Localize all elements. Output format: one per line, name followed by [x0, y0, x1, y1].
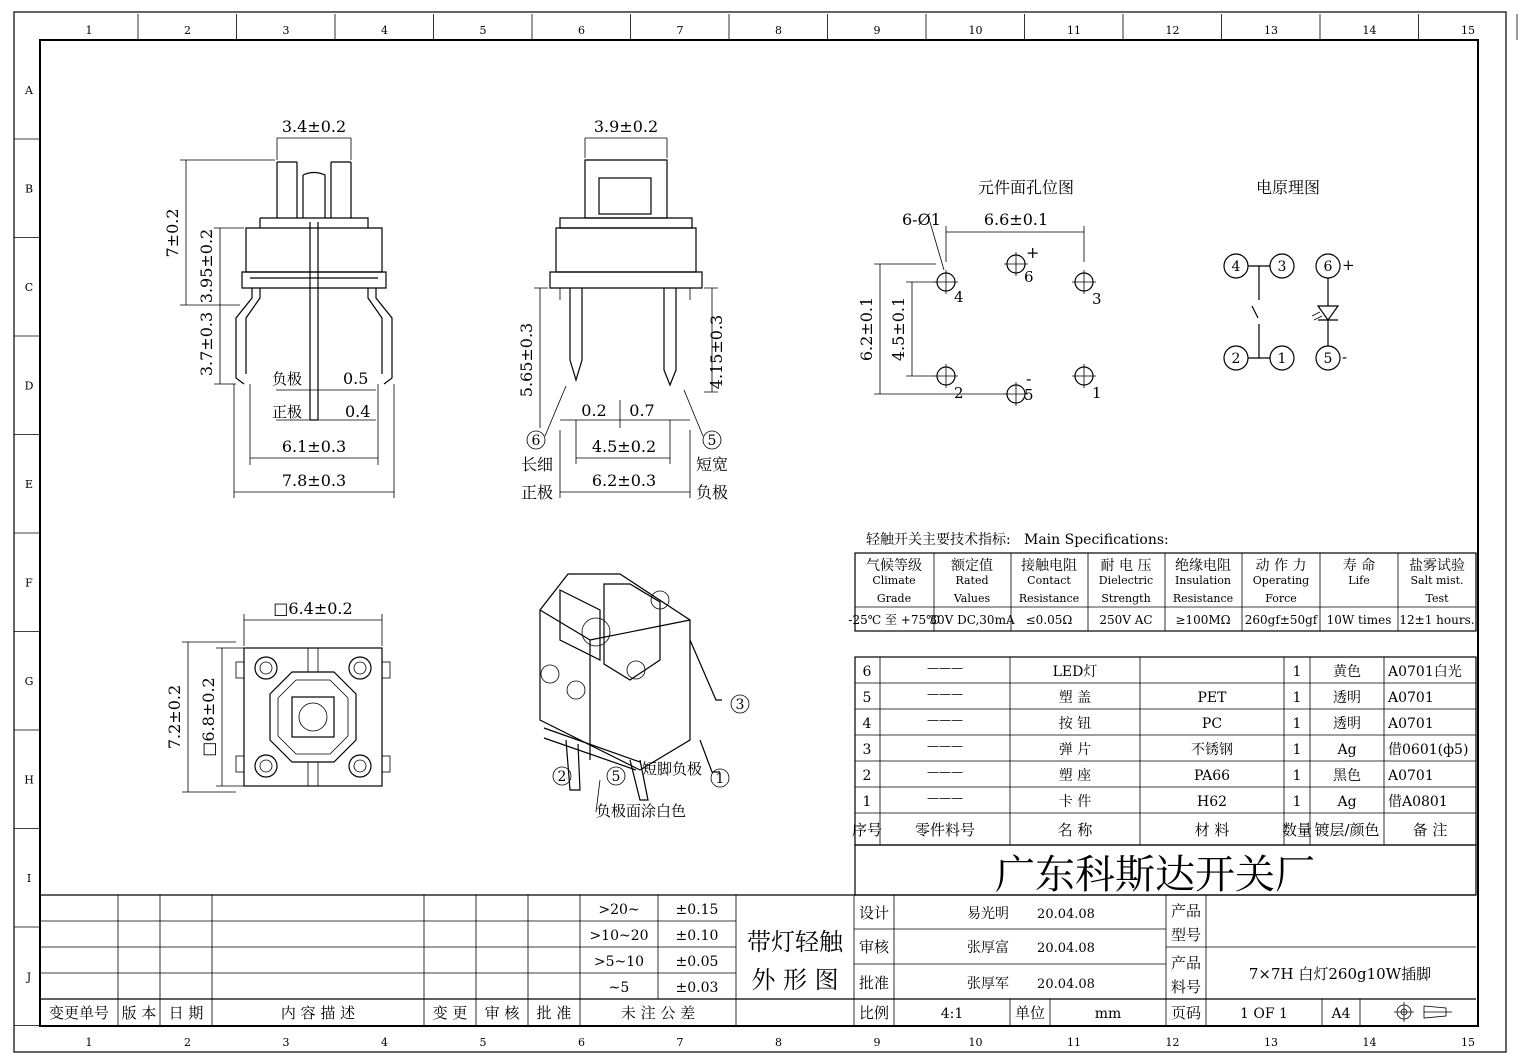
bom-row-finish: Ag	[1337, 794, 1357, 810]
front-gap1: 0.2	[581, 401, 607, 420]
zone-col-label-bottom: 15	[1461, 1036, 1475, 1049]
zone-col-label-bottom: 10	[968, 1036, 983, 1049]
rev-h-version: 版 本	[121, 1004, 157, 1022]
side-height-total: 7±0.2	[163, 208, 182, 258]
bom-row-no: 3	[862, 742, 872, 758]
tb-unit-value: mm	[1094, 1006, 1122, 1022]
bom-row-qty: 1	[1292, 742, 1302, 758]
top-view	[165, 599, 390, 792]
bom-row-name: 塑 座	[1058, 768, 1092, 784]
hole-dia: 6-Ø1	[902, 210, 941, 229]
schematic	[1224, 178, 1355, 370]
hole-height-outer: 6.2±0.1	[857, 296, 876, 362]
zone-col-label: 9	[873, 24, 881, 37]
front-pin-span: 4.5±0.2	[591, 437, 657, 456]
zone-row-label: D	[24, 379, 34, 393]
bom-row-name: 塑 盖	[1058, 690, 1092, 706]
zone-row-label: F	[25, 576, 33, 590]
rev-h-review: 审 核	[484, 1004, 520, 1022]
zone-row-labels	[14, 84, 40, 1026]
bom-row-qty: 1	[1292, 716, 1302, 732]
zone-col-label: 12	[1165, 24, 1180, 37]
side-top-width: 3.4±0.2	[281, 117, 347, 136]
zone-col-label: 8	[775, 24, 782, 37]
rev-h-change: 变 更	[432, 1004, 468, 1022]
front-left-num: 6	[531, 433, 541, 449]
zone-col-label: 2	[184, 24, 191, 37]
bom-row-material: PA66	[1193, 768, 1231, 784]
bom-row-material: 不锈钢	[1191, 742, 1233, 758]
zone-row-label: E	[24, 478, 34, 491]
front-top-width: 3.9±0.2	[593, 117, 659, 136]
tolerance-value: ±0.05	[675, 954, 719, 970]
schematic-title: 电原理图	[1255, 178, 1321, 197]
spec-col-value: 260gf±50gf	[1244, 613, 1318, 627]
side-height-pin: 3.7±0.3	[197, 311, 216, 377]
tb-size-value: A4	[1331, 1006, 1351, 1022]
tb-part-label-2: 料号	[1170, 978, 1202, 996]
spec-col-en1: Rated	[955, 574, 989, 587]
bom-row-note: 借0601(ф5)	[1388, 742, 1469, 758]
tb-approve-label: 批准	[858, 974, 890, 992]
tb-approve-date: 20.04.08	[1037, 977, 1095, 992]
zone-col-label-bottom: 1	[85, 1036, 93, 1049]
bom-h-material: 材 料	[1194, 821, 1230, 839]
front-gap2: 0.7	[629, 401, 655, 420]
spec-col-cn: 寿 命	[1342, 558, 1376, 574]
hole-plus: +	[1026, 243, 1040, 262]
zone-col-label-bottom: 8	[775, 1036, 782, 1049]
sch-node-1: 1	[1277, 351, 1287, 367]
bom-row-qty: 1	[1292, 794, 1302, 810]
bom-row-no: 6	[862, 664, 872, 680]
spec-col-value: 30V DC,30mA	[929, 613, 1015, 627]
front-long-pin: 5.65±0.3	[517, 322, 536, 398]
side-neg-val: 0.5	[343, 369, 369, 388]
hole-layout	[857, 178, 1102, 406]
spec-col-en2: Grade	[876, 592, 912, 605]
specs-heading-en: Main Specifications:	[1024, 532, 1169, 548]
tolerance-range: >5~10	[593, 954, 645, 970]
zone-row-label: G	[24, 675, 34, 688]
bom-h-finish: 镀层/颜色	[1314, 821, 1380, 839]
front-short-pin: 4.15±0.3	[707, 314, 726, 390]
zone-col-label: 15	[1461, 24, 1475, 37]
rev-h-desc: 内 容 描 述	[280, 1004, 356, 1022]
side-view	[163, 117, 394, 498]
side-outer-width: 7.8±0.3	[281, 471, 347, 490]
spec-col-en2: Values	[953, 592, 991, 605]
spec-col-value: -25℃ 至 +75℃	[848, 613, 940, 627]
zone-col-label: 11	[1067, 24, 1081, 37]
drawing-title-l2: 外 形 图	[751, 966, 839, 994]
tolerance-range: >10~20	[589, 928, 649, 944]
zone-row-label: H	[24, 773, 34, 787]
spec-col-cn: 耐 电 压	[1100, 558, 1152, 574]
tb-review-date: 20.04.08	[1037, 941, 1095, 956]
bom-row-name: 弹 片	[1058, 742, 1092, 758]
hole-height-inner: 4.5±0.1	[889, 296, 908, 362]
side-pos-val: 0.4	[345, 402, 371, 421]
zone-row-label: A	[25, 84, 33, 97]
bom-row-note: A0701	[1388, 768, 1434, 784]
zone-col-label-bottom: 13	[1264, 1036, 1278, 1049]
bom-row-material: PC	[1201, 716, 1223, 732]
hole-pin-2: 2	[954, 384, 964, 402]
bom-row-part: ———	[927, 687, 963, 701]
sch-node-6: 6	[1323, 259, 1333, 275]
bom-row-finish: 透明	[1333, 690, 1361, 706]
spec-col-en2: Strength	[1101, 592, 1151, 605]
hole-minus: -	[1026, 369, 1032, 388]
top-height-outer: 7.2±0.2	[165, 684, 184, 750]
spec-col-en1: Insulation	[1175, 574, 1231, 587]
top-width: □6.4±0.2	[273, 599, 353, 618]
tolerance-range: >20~	[598, 902, 640, 918]
side-inner-width: 6.1±0.3	[281, 437, 347, 456]
company-name: 广东科斯达开关厂	[995, 852, 1315, 898]
hole-pin-4: 4	[954, 288, 964, 306]
sch-node-2: 2	[1231, 351, 1241, 367]
zone-row-label: J	[26, 970, 32, 984]
bom-row-no: 4	[862, 716, 872, 732]
bom-row-note: 借A0801	[1388, 794, 1448, 810]
hole-pin-5: 5	[1024, 386, 1034, 404]
zone-col-label: 3	[282, 24, 290, 37]
iso-n2: 2	[557, 769, 567, 785]
bom-row-part: ———	[927, 765, 963, 779]
spec-col-en1: Climate	[872, 574, 916, 587]
iso-short-neg: 短脚负极	[642, 760, 703, 778]
tb-approve-name: 张厚军	[967, 976, 1009, 992]
spec-col-en2: Resistance	[1018, 592, 1080, 605]
bom-row-name: 卡 件	[1058, 794, 1092, 810]
top-height-inner: □6.8±0.2	[199, 677, 218, 757]
hole-title: 元件面孔位图	[977, 178, 1075, 197]
tb-review-label: 审核	[858, 938, 890, 956]
tb-model-label-1: 产品	[1170, 902, 1202, 920]
zone-col-label-bottom: 12	[1165, 1036, 1180, 1049]
spec-col-en1: Salt mist.	[1410, 574, 1464, 587]
zone-row-label: B	[24, 182, 34, 196]
spec-col-cn: 动 作 力	[1255, 558, 1307, 574]
spec-col-en2: Test	[1425, 592, 1449, 605]
side-height-body: 3.95±0.2	[197, 228, 216, 304]
spec-col-en1: Operating	[1252, 574, 1310, 587]
iso-n3: 3	[735, 697, 745, 713]
tolerance-rows	[589, 902, 718, 996]
tb-part-value: 7×7H 白灯260g10W插脚	[1248, 965, 1432, 983]
zone-col-label-bottom: 9	[873, 1036, 881, 1049]
bom-h-qty: 数量	[1281, 821, 1313, 839]
tb-scale-label: 比例	[858, 1004, 890, 1022]
zone-col-label-bottom: 14	[1362, 1036, 1377, 1049]
bom-row-finish: 透明	[1333, 716, 1361, 732]
tolerance-value: ±0.10	[675, 928, 719, 944]
tb-page-value: 1 OF 1	[1240, 1006, 1288, 1022]
bom-row-material: H62	[1196, 794, 1228, 810]
spec-col-en2: Resistance	[1172, 592, 1234, 605]
spec-col-value: ≤0.05Ω	[1025, 613, 1073, 627]
tolerance-value: ±0.15	[675, 902, 719, 918]
side-neg-label: 负极	[272, 370, 303, 388]
bom-row-no: 5	[862, 690, 872, 706]
zone-col-label: 6	[578, 24, 585, 37]
tb-page-label: 页码	[1170, 1004, 1202, 1022]
drawing-title-l1: 带灯轻触	[747, 928, 843, 956]
bom-row-qty: 1	[1292, 768, 1302, 784]
front-outer-span: 6.2±0.3	[591, 471, 657, 490]
bom-row-qty: 1	[1292, 690, 1302, 706]
zone-col-label: 14	[1362, 24, 1377, 37]
spec-col-en1: Dielectric	[1098, 574, 1154, 587]
zone-col-label: 1	[85, 24, 93, 37]
tb-scale-value: 4:1	[940, 1006, 964, 1022]
tb-review-name: 张厚富	[967, 940, 1009, 956]
bom-header	[852, 821, 1447, 839]
bom-h-note: 备 注	[1412, 821, 1448, 839]
rev-h-date: 日 期	[168, 1004, 204, 1022]
bom-row-note: A0701	[1388, 716, 1434, 732]
hole-pin-3: 3	[1092, 290, 1102, 308]
zone-col-label: 7	[676, 24, 684, 37]
front-view	[517, 117, 728, 502]
zone-col-label-bottom: 6	[578, 1036, 585, 1049]
zone-col-label: 5	[479, 24, 487, 37]
sch-node-4: 4	[1231, 259, 1241, 275]
iso-neg-white: 负极面涂白色	[596, 802, 687, 820]
bom-row-finish: Ag	[1337, 742, 1357, 758]
bom-row-qty: 1	[1292, 664, 1302, 680]
sch-node-3: 3	[1277, 259, 1287, 275]
tb-model-label-2: 型号	[1170, 926, 1202, 944]
bom-row-finish: 黄色	[1333, 664, 1361, 680]
bom-row-finish: 黑色	[1333, 768, 1361, 784]
hole-pin-6: 6	[1024, 268, 1034, 286]
sch-node-5: 5	[1323, 351, 1333, 367]
zone-col-label: 13	[1264, 24, 1278, 37]
bom-row-name: LED灯	[1052, 664, 1098, 680]
spec-col-value: 250V AC	[1099, 613, 1153, 627]
zone-col-label-bottom: 7	[676, 1036, 684, 1049]
tb-part-label-1: 产品	[1170, 954, 1202, 972]
zone-col-label: 10	[968, 24, 983, 37]
tolerance-range: ~5	[608, 980, 630, 996]
front-right-num: 5	[707, 433, 717, 449]
front-left-l1: 长细	[520, 455, 554, 474]
sch-minus: -	[1342, 348, 1348, 366]
bom-row-part: ———	[927, 661, 963, 675]
bom-row-part: ———	[927, 791, 963, 805]
specs-heading-cn: 轻触开关主要技术指标:	[866, 532, 1011, 548]
bom-h-no: 序号	[851, 821, 883, 839]
zone-col-label-bottom: 11	[1067, 1036, 1081, 1049]
spec-col-value: 10W times	[1326, 613, 1392, 627]
zone-col-label-bottom: 2	[184, 1036, 191, 1049]
bom-h-name: 名 称	[1057, 821, 1093, 839]
hole-width: 6.6±0.1	[983, 210, 1049, 229]
spec-col-cn: 气候等级	[866, 558, 922, 574]
bom-row-note: A0701白光	[1388, 664, 1462, 680]
bom-row-name: 按 钮	[1058, 716, 1092, 732]
zone-col-label-bottom: 4	[381, 1036, 388, 1049]
bom-row-no: 2	[862, 768, 872, 784]
bom-row-part: ———	[927, 739, 963, 753]
zone-col-label-bottom: 5	[479, 1036, 487, 1049]
tolerance-value: ±0.03	[675, 980, 719, 996]
tb-design-date: 20.04.08	[1037, 907, 1095, 922]
zone-col-label-bottom: 3	[282, 1036, 290, 1049]
iso-n5: 5	[611, 769, 621, 785]
spec-col-en2: Force	[1265, 592, 1297, 605]
bom-row-no: 1	[862, 794, 872, 810]
iso-n1: 1	[715, 771, 725, 787]
spec-col-en1: Life	[1348, 574, 1370, 587]
spec-col-cn: 绝缘电阻	[1175, 558, 1231, 574]
spec-col-cn: 盐雾试验	[1409, 558, 1465, 574]
spec-col-value: 12±1 hours.	[1399, 613, 1475, 627]
tb-design-label: 设计	[858, 904, 890, 922]
sch-plus: +	[1342, 256, 1355, 274]
bom-row-material: PET	[1197, 690, 1227, 706]
front-left-l2: 正极	[520, 483, 554, 502]
tb-unit-label: 单位	[1014, 1004, 1046, 1022]
iso-view	[540, 574, 749, 820]
zone-col-label: 4	[381, 24, 388, 37]
zone-row-label: I	[26, 872, 32, 885]
hole-pin-1: 1	[1092, 384, 1102, 402]
front-right-l2: 负极	[695, 483, 729, 502]
spec-col-cn: 接触电阻	[1021, 558, 1077, 574]
bom-row-note: A0701	[1388, 690, 1434, 706]
spec-col-en1: Contact	[1027, 574, 1071, 587]
projection-symbol-icon	[1394, 1002, 1452, 1022]
zone-row-label: C	[24, 281, 34, 294]
spec-col-cn: 额定值	[951, 558, 993, 574]
front-right-l1: 短宽	[695, 455, 729, 474]
tb-design-name: 易光明	[967, 906, 1009, 922]
specs-columns	[848, 557, 1474, 627]
rev-h-approve: 批 准	[536, 1004, 572, 1022]
bom-row-part: ———	[927, 713, 963, 727]
side-pos-label: 正极	[272, 403, 303, 421]
rev-h-change-no: 变更单号	[48, 1004, 110, 1022]
bom-h-part: 零件料号	[914, 821, 976, 839]
spec-col-value: ≥100MΩ	[1175, 613, 1231, 627]
tolerance-label: 未 注 公 差	[620, 1004, 696, 1022]
